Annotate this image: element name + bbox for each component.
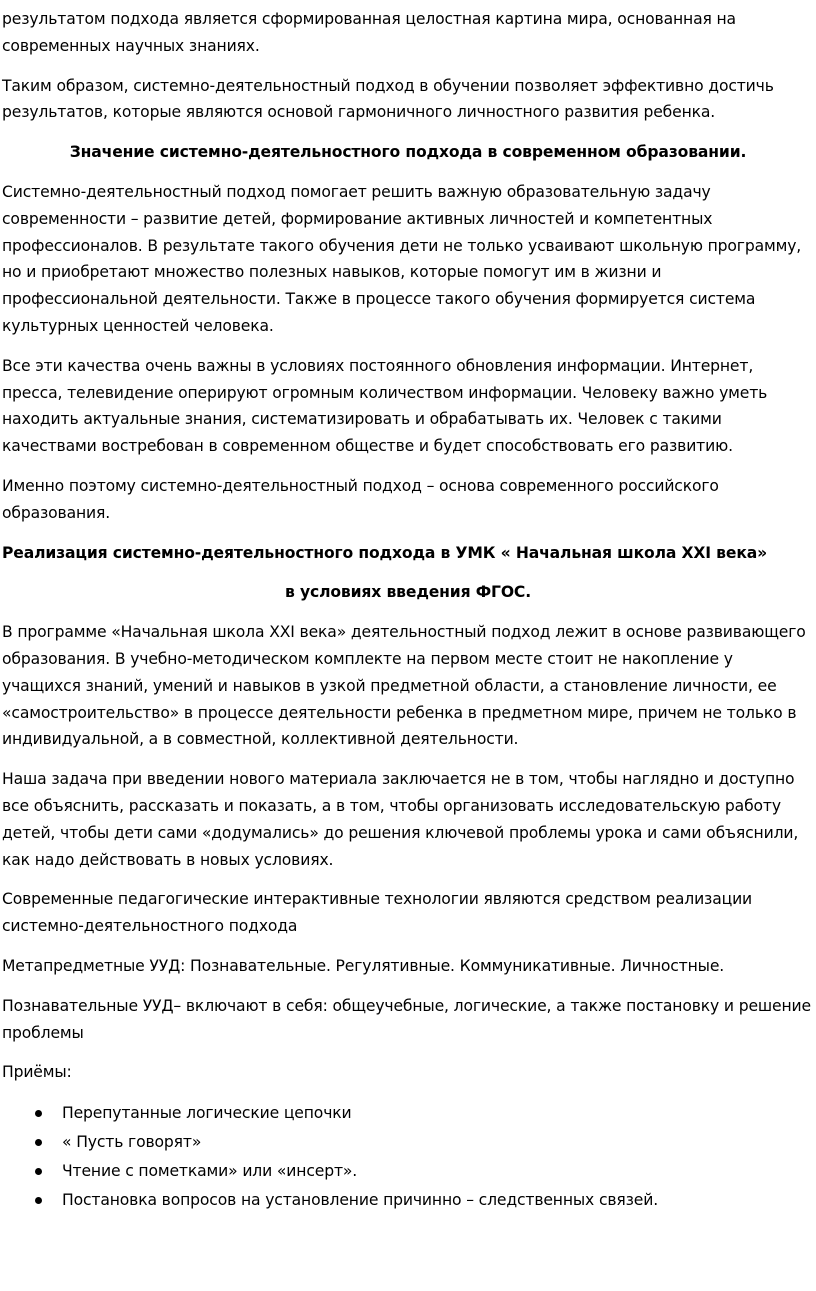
paragraph: Системно-деятельностный подход помогает решить важную образовательную задачу современности – развитие детей, формирование активных личностей и компетентных профессионалов. В результате такого обучения дети не только усваивают школьную программу, но и приобретают множество полезных навыков, которые помогут им в жизни и профессиональной деятельности. Также в процессе такого обучения формируется система культурных ценностей человека. (2, 182, 802, 335)
list-item-text: Перепутанные логические цепочки (62, 1104, 352, 1123)
paragraph: Приёмы: (2, 1063, 72, 1082)
bullet-icon (35, 1139, 42, 1146)
section-heading: Реализация системно-деятельностного подхода в УМК « Начальная школа XXI века» (2, 543, 768, 562)
list-item-text: Постановка вопросов на установление причинно – следственных связей. (62, 1191, 659, 1210)
paragraph: результатом подхода является сформированная целостная картина мира, основанная на современных научных знаниях. (2, 10, 736, 55)
techniques-list (2, 1099, 814, 1215)
list-item-text: Чтение с пометками» или «инсерт». (62, 1162, 358, 1181)
list-item (2, 1099, 814, 1128)
paragraph: Метапредметные УУД: Познавательные. Регулятивные. Коммуникативные. Личностные. (2, 956, 725, 975)
paragraph: В программе «Начальная школа XXI века» деятельностный подход лежит в основе развивающего образования. В учебно-методическом комплекте на первом месте стоит не накопление у учащихся знаний, умений и навыков в узкой предметной области, а становление личности, ее «самостроительство» в процессе деятельности ребенка в предметном мире, причем не только в индивидуальной, а в совместной, коллективной деятельности. (2, 623, 806, 749)
paragraph: Все эти качества очень важны в условиях постоянного обновления информации. Интернет, пресса, телевидение оперируют огромным количеством информации. Человеку важно уметь находить актуальные знания, систематизировать и обрабатывать их. Человек с такими качествами востребован в современном обществе и будет способствовать его развитию. (2, 356, 768, 456)
paragraph: Именно поэтому системно-деятельностный подход – основа современного российского образования. (2, 476, 719, 522)
bullet-icon (35, 1110, 42, 1117)
paragraph: Таким образом, системно-деятельностный подход в обучении позволяет эффективно достичь результатов, которые являются основой гармоничного личностного развития ребенка. (2, 76, 774, 122)
list-item (2, 1186, 814, 1215)
paragraph: Наша задача при введении нового материала заключается не в том, чтобы наглядно и доступно все объяснить, рассказать и показать, а в том, чтобы организовать исследовательскую работу детей, чтобы дети сами «додумались» до решения ключевой проблемы урока и сами объяснили, как надо действовать в новых условиях. (2, 770, 799, 869)
list-item (2, 1157, 814, 1186)
paragraph: Современные педагогические интерактивные технологии являются средством реализации системно-деятельностного подхода (2, 890, 753, 936)
section-subheading: в условиях введения ФГОС. (284, 583, 532, 602)
section-heading: Значение системно-деятельностного подхода в современном образовании. (69, 143, 747, 162)
bullet-icon (35, 1168, 42, 1175)
bullet-icon (35, 1197, 42, 1204)
list-item (2, 1128, 814, 1157)
paragraph: Познавательные УУД– включают в себя: общеучебные, логические, а также постановку и решение проблемы (2, 996, 811, 1042)
list-item-text: « Пусть говорят» (62, 1133, 202, 1152)
